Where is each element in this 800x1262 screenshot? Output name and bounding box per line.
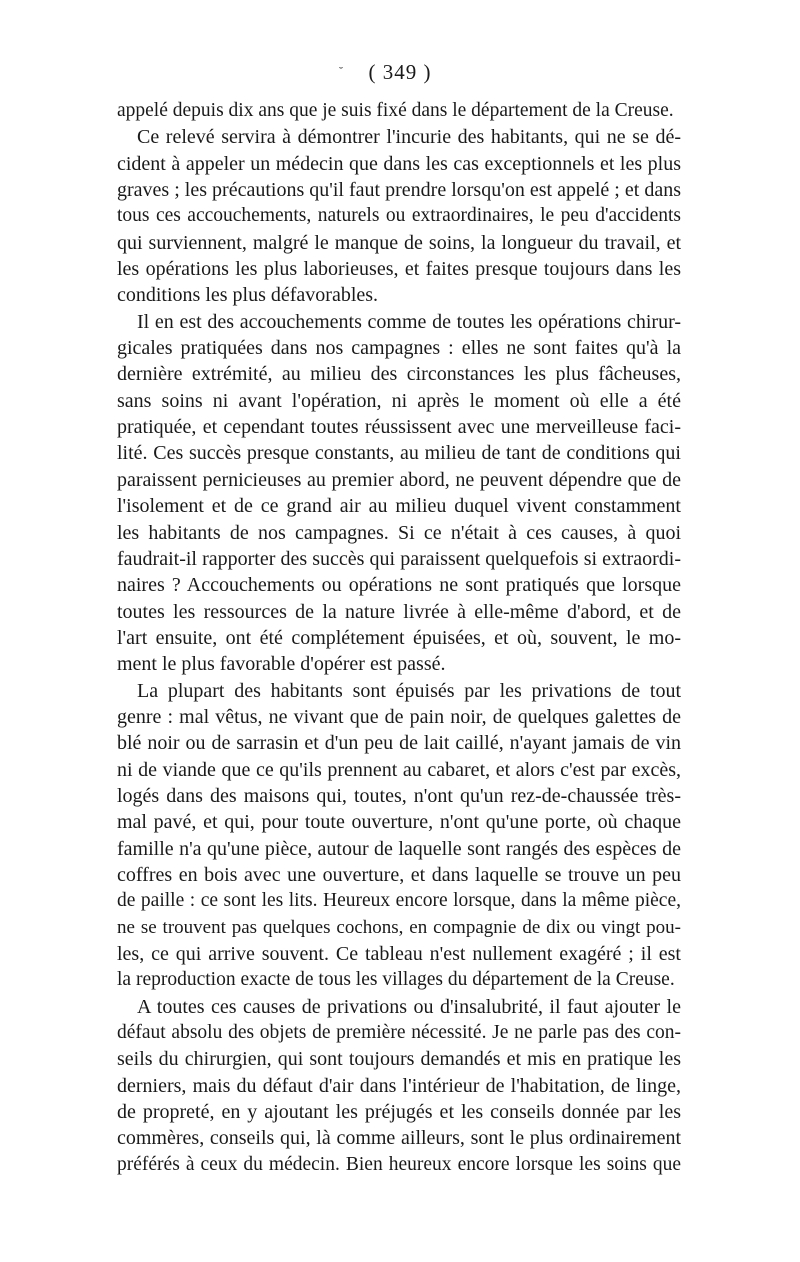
text-line: tous ces accouchements, naturels ou extraordinaires, le peu d'accidents (117, 205, 681, 227)
text-line: de paille : ce sont les lits. Heureux encore lorsque, dans la même pièce, (117, 890, 681, 912)
text-line: genre : mal vêtus, ne vivant que de pain noir, de quelques galettes de (117, 705, 681, 728)
text-line: qui surviennent, malgré le manque de soins, la longueur du travail, et (117, 231, 681, 254)
text-line: gicales pratiquées dans nos campagnes : elles ne sont faites qu'à la (117, 337, 681, 360)
text-line: coffres en bois avec une ouverture, et dans laquelle se trouve un peu (117, 863, 681, 886)
text-line: logés dans des maisons qui, toutes, n'ont qu'un rez-de-chaussée très- (117, 784, 681, 807)
text-line: sans soins ni avant l'opération, ni après le moment où elle a été (117, 389, 681, 412)
text-line: l'art ensuite, ont été complétement épuisées, et où, souvent, le mo- (117, 626, 681, 649)
text-line: blé noir ou de sarrasin et d'un peu de lait caillé, n'ayant jamais de vin (117, 732, 681, 755)
text-line: ne se trouvent pas quelques cochons, en compagnie de dix ou vingt pou- (117, 916, 681, 938)
text-line: cident à appeler un médecin que dans les cas exceptionnels et les plus (117, 152, 681, 175)
page-mark: ˘ (339, 64, 344, 78)
text-line: dernière extrémité, au milieu des circonstances les plus fâcheuses, (117, 363, 681, 386)
text-line: conditions les plus défavorables. (117, 284, 379, 307)
text-line: préférés à ceux du médecin. Bien heureux encore lorsque les soins que (117, 1153, 681, 1175)
text-line: pratiquée, et cependant toutes réussissent avec une merveilleuse faci- (117, 416, 681, 439)
text-line: graves ; les précautions qu'il faut prendre lorsqu'on est appelé ; et dans (117, 179, 681, 202)
text-line: lité. Ces succès presque constants, au milieu de tant de conditions qui (117, 442, 681, 465)
text-line: toutes les ressources de la nature livrée à elle-même d'abord, et de (117, 600, 681, 623)
text-line: La plupart des habitants sont épuisés par les privations de tout (137, 679, 681, 702)
text-line: paraissent pernicieuses au premier abord, ne peuvent dépendre que de (117, 468, 681, 491)
text-line: Il en est des accouchements comme de toutes les opérations chirur- (137, 310, 681, 333)
text-line: famille n'a qu'une pièce, autour de laquelle sont rangés des espèces de (117, 837, 681, 860)
text-line: ni de viande que ce qu'ils prennent au cabaret, et alors c'est par excès, (117, 758, 681, 781)
text-line: les opérations les plus laborieuses, et faites presque toujours dans les (117, 258, 681, 281)
text-line: la reproduction exacte de tous les villages du département de la Creuse. (117, 969, 675, 991)
page-number-text: ( 349 ) (368, 60, 432, 84)
text-line: derniers, mais du défaut d'air dans l'intérieur de l'habitation, de linge, (117, 1074, 681, 1097)
text-line: A toutes ces causes de privations ou d'insalubrité, il faut ajouter le (137, 995, 681, 1018)
text-line: défaut absolu des objets de première nécessité. Je ne parle pas des con- (117, 1022, 681, 1044)
text-line: appelé depuis dix ans que je suis fixé dans le département de la Creuse. (117, 100, 674, 121)
page-number (0, 60, 800, 85)
body-text (117, 98, 681, 1178)
text-line: Ce relevé servira à démontrer l'incurie des habitants, qui ne se dé- (137, 126, 681, 149)
text-line: l'isolement et de ce grand air au milieu duquel vivent constamment (117, 495, 681, 518)
text-line: faudrait-il rapporter des succès qui paraissent quelquefois si extraordi- (117, 547, 681, 570)
text-line: naires ? Accouchements ou opérations ne sont pratiqués que lorsque (117, 574, 681, 597)
text-line: les habitants de nos campagnes. Si ce n'était à ces causes, à quoi (117, 521, 681, 544)
text-line: ment le plus favorable d'opérer est passé. (117, 653, 446, 676)
text-line: commères, conseils qui, là comme ailleurs, sont le plus ordinairement (117, 1127, 681, 1150)
text-line: seils du chirurgien, qui sont toujours demandés et mis en pratique les (117, 1048, 681, 1071)
text-line: de propreté, en y ajoutant les préjugés et les conseils donnée par les (117, 1101, 681, 1124)
text-line: mal pavé, et qui, pour toute ouverture, n'ont qu'une porte, où chaque (117, 811, 681, 834)
text-line: les, ce qui arrive souvent. Ce tableau n'est nullement exagéré ; il est (117, 943, 681, 965)
